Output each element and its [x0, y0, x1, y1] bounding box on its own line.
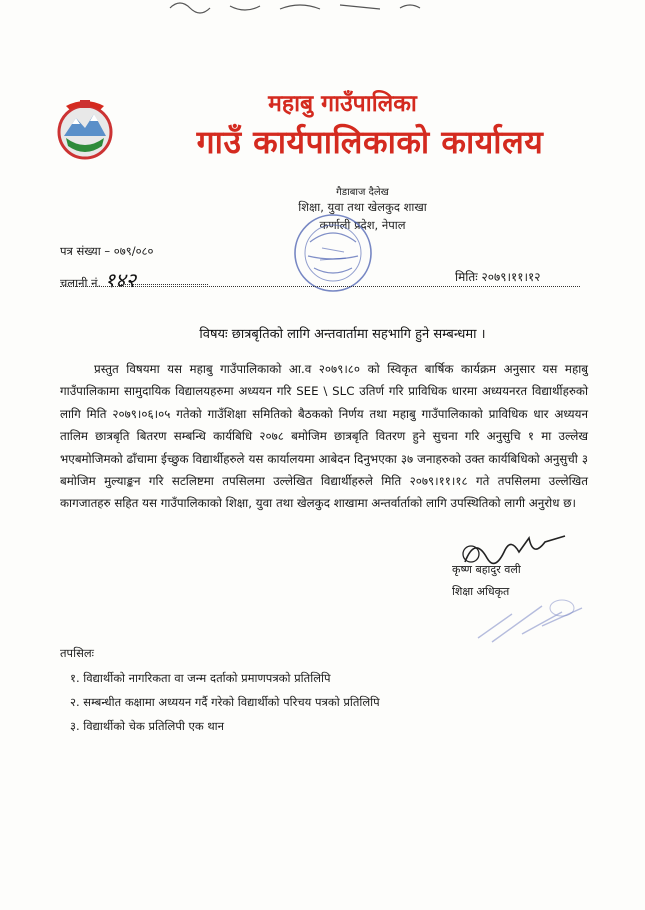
officer-stamp	[472, 594, 592, 646]
patra-sankhya-value: ०७९/०८०	[113, 244, 154, 258]
list-item: ३. विद्यार्थीको चेक प्रतिलिपी एक थान	[70, 719, 225, 733]
chalani-dotted-line	[118, 284, 208, 285]
signatory-name: कृष्ण बहादुर वली	[452, 563, 521, 576]
letter-date	[455, 268, 541, 285]
tapsil-heading: तपसिलः	[60, 646, 94, 660]
address-line-2: शिक्षा, युवा तथा खेलकुद शाखा	[298, 200, 427, 214]
patra-sankhya	[60, 244, 154, 259]
chalani-label: चलानी नं.	[60, 276, 102, 290]
address-line-1: गैडाबाज दैलेख	[336, 187, 389, 198]
reference-divider	[60, 286, 580, 287]
patra-sankhya-label: पत्र संख्या –	[60, 244, 111, 258]
subject-label: विषयः	[199, 327, 228, 342]
date-value: २०७९।११।१२	[481, 270, 541, 284]
top-handwriting-scrawl	[160, 0, 460, 14]
office-title: गाउँ कार्यपालिकाको कार्यालय	[196, 123, 544, 161]
subject-text: छात्रबृतिको लागि अन्तवार्तामा सहभागि हुने सम्बन्धमा ।	[231, 327, 486, 342]
chalani-number	[60, 266, 136, 293]
tapsil-list	[60, 666, 560, 738]
address-line-3: कर्णाली प्रदेश, नेपाल	[319, 218, 406, 232]
letter-body: प्रस्तुत विषयमा यस महाबु गाउँपालिकाको आ.व २०७९।८० को स्विकृत बार्षिक कार्यक्रम अनुसार यस महाबु गाउँपालिकामा सामुदायिक विद्यालयहरुमा अध्ययन गरि SEE \ SLC उतिर्ण गरि प्राविधिक धारमा अध्ययनरत विद्यार्थीहरुको लागि मिति २०७९।०६।०५ गतेको गाउँशिक्षा समितिको बैठकको निर्णय तथा महाबु गाउँपालिकाको प्राविधिक धार अध्ययन तालिम छात्रबृति बितरण सम्बन्धि कार्यबिधि २०७८ बमोजिम छात्रबृति वितरण हुने सुचना गरि अनुसुचि १ मा उल्लेख भएबमोजिमको ढाँचामा ईच्छुक विद्यार्थीहरुले यस कार्यालयमा आबेदन दिनुभएका ३७ जनाहरुको उक्त कार्यबिधिको अनुसुची ३ बमोजिम मुल्याङ्कन गरि सटलिष्टमा तपसिलमा उल्लेखित विद्यार्थीहरुले मिति २०७९।११।१८ गते तपसिलमा उल्लेखित कागजातहरु सहित यस गाउँपालिकाको शिक्षा, युवा तथा खेलकुद शाखामा अन्तर्वार्ताको लागि उपस्थितिको लागी अनुरोध छ।	[60, 362, 588, 511]
office-seal-stamp	[292, 212, 374, 294]
signatory-title: शिक्षा अधिकृत	[452, 585, 510, 598]
list-item: १. विद्यार्थीको नागरिकता वा जन्म दर्ताको प्रमाणपत्रको प्रतिलिपि	[70, 671, 331, 685]
date-label: मितिः	[455, 270, 478, 284]
subject-line	[0, 324, 645, 342]
chalani-value: १४२	[104, 268, 136, 292]
list-item: २. सम्बन्धीत कक्षामा अध्ययन गर्दै गरेको विद्यार्थीको परिचय पत्रको प्रतिलिपि	[70, 695, 380, 709]
municipality-name: महाबु गाउँपालिका	[268, 91, 417, 117]
